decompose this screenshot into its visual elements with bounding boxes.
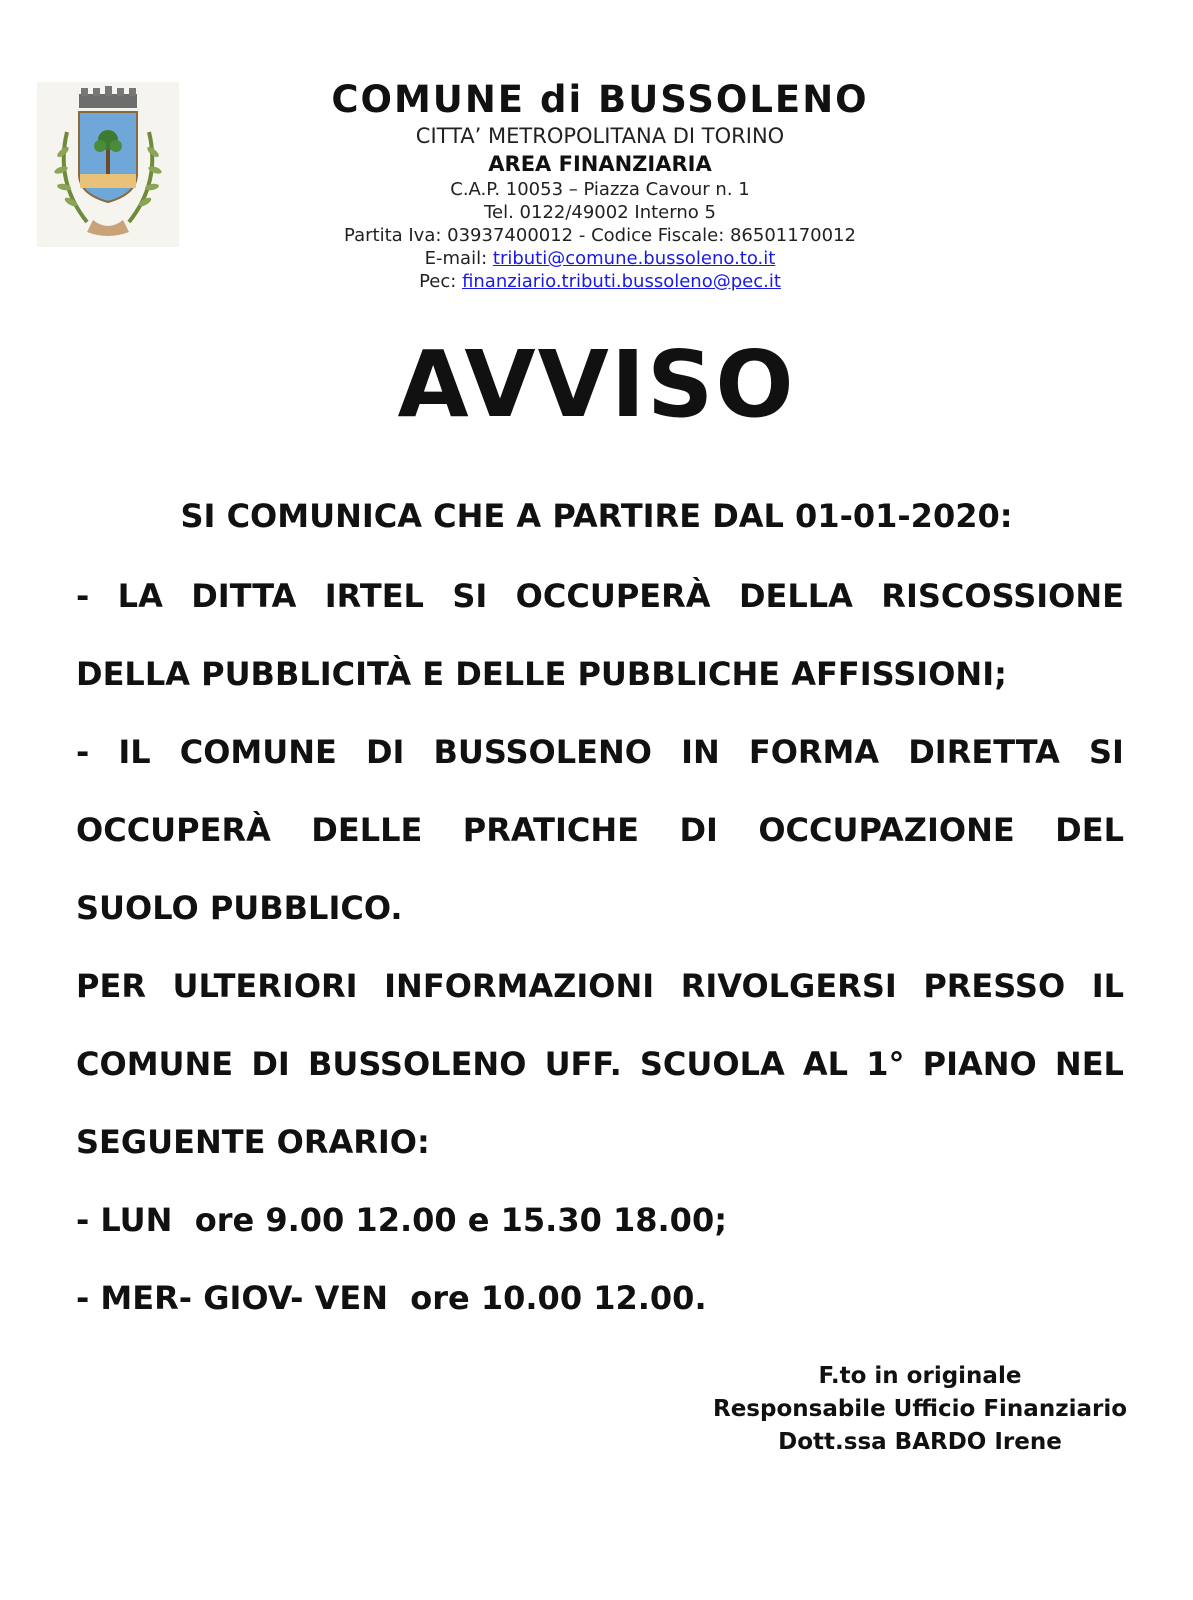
email-line [230,247,970,270]
body-word: COMUNE [179,733,337,771]
body-word: 1° [866,1045,905,1083]
body-word: LA [117,577,163,615]
pec-link[interactable]: finanziario.tributi.bussoleno@pec.it [462,271,781,292]
tax-ids: Partita Iva: 03937400012 - Codice Fiscale: 86501170012 [344,225,856,246]
body-word: DELLA [738,577,853,615]
body-word: IL [118,733,151,771]
body-word: IN [681,733,720,771]
body-word: NEL [1054,1045,1124,1083]
body-line-10: - MER- GIOV- VEN ore 10.00 12.00. [76,1279,707,1317]
body-line-6 [76,966,1124,1044]
body-word: RIVOLGERSI [680,967,897,1005]
email-label: E-mail: [424,248,488,269]
body-word: SCUOLA [639,1045,785,1083]
signature-line-1: F.to in originale [818,1363,1022,1389]
body-line-7 [76,1044,1124,1122]
body-word: PIANO [922,1045,1037,1083]
body-line-1 [76,576,1124,654]
pec-line [230,270,970,293]
body-word: AL [802,1045,849,1083]
notice-body [76,576,1124,1356]
email-link[interactable]: tributi@comune.bussoleno.to.it [492,248,776,269]
body-word: - [76,733,90,771]
body-line-8: SEGUENTE ORARIO: [76,1123,430,1161]
municipality-name: COMUNE di BUSSOLENO [331,78,869,121]
crest-icon [37,82,179,247]
body-word: DELLE [311,811,423,849]
municipal-crest-logo [37,82,179,247]
body-line-4 [76,810,1124,888]
body-word: SI [452,577,488,615]
metropolitan-city: CITTA’ METROPOLITANA DI TORINO [415,124,785,148]
telephone: Tel. 0122/49002 Interno 5 [484,202,716,223]
body-line-5: SUOLO PUBBLICO. [76,889,403,927]
body-line-3 [76,732,1124,810]
notice-title: AVVISO [397,331,796,438]
body-word: OCCUPERÀ [515,577,711,615]
body-word: PER [76,967,146,1005]
body-word: DI [251,1045,290,1083]
body-word: ULTERIORI [172,967,358,1005]
body-word: DI [365,733,405,771]
body-word: IL [1091,967,1124,1005]
letterhead [230,78,970,293]
pec-label: Pec: [419,271,457,292]
department-name: AREA FINANZIARIA [488,152,712,176]
body-word: BUSSOLENO [307,1045,527,1083]
body-word: FORMA [748,733,880,771]
body-line-9: - LUN ore 9.00 12.00 e 15.30 18.00; [76,1201,727,1239]
body-word: DIRETTA [908,733,1060,771]
body-line-2: DELLA PUBBLICITÀ E DELLE PUBBLICHE AFFISSIONI; [76,655,1007,693]
body-word: OCCUPAZIONE [758,811,1015,849]
body-word: INFORMAZIONI [384,967,655,1005]
body-word: SI [1088,733,1124,771]
body-word: RISCOSSIONE [881,577,1124,615]
body-word: PRESSO [923,967,1066,1005]
signature-block [600,1360,1193,1459]
body-word: DI [679,811,718,849]
signature-line-2: Responsabile Ufficio Finanziario [712,1396,1128,1422]
body-word: - [76,577,90,615]
body-word: UFF. [544,1045,622,1083]
body-word: DITTA [191,577,297,615]
body-word: BUSSOLENO [433,733,652,771]
body-word: OCCUPERÀ [76,811,271,849]
body-word: DEL [1055,811,1124,849]
body-word: COMUNE [76,1045,234,1083]
address: C.A.P. 10053 – Piazza Cavour n. 1 [450,179,750,200]
signature-line-3: Dott.ssa BARDO Irene [778,1429,1062,1455]
body-word: PRATICHE [462,811,640,849]
body-word: IRTEL [324,577,424,615]
notice-intro: SI COMUNICA CHE A PARTIRE DAL 01-01-2020: [180,497,1013,535]
